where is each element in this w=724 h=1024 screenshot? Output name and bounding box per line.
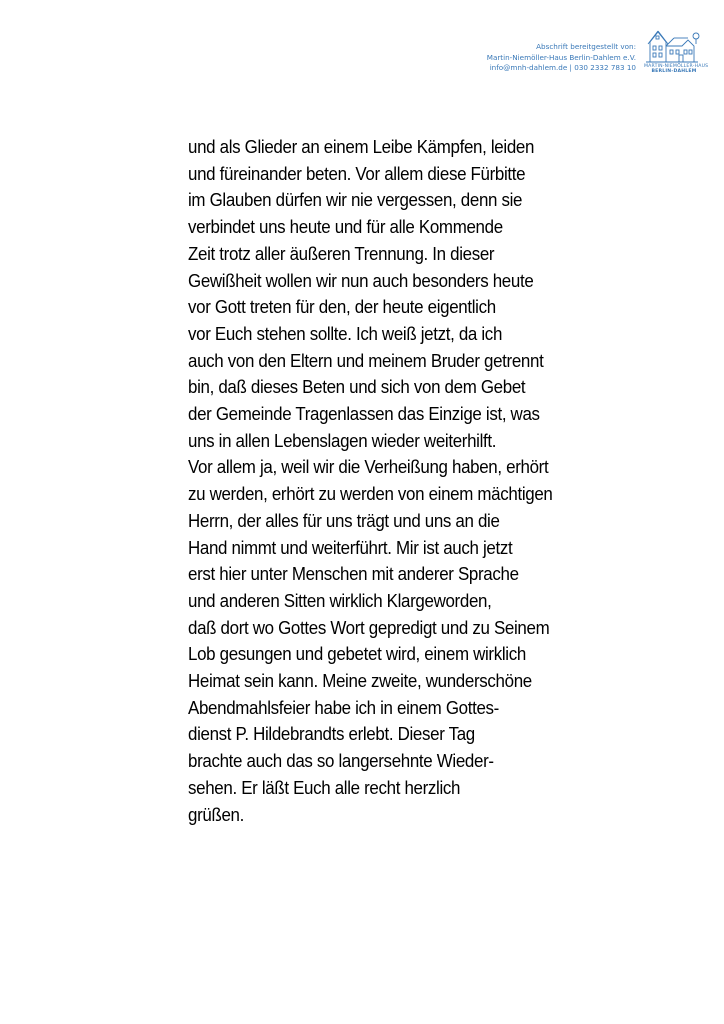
- text-line: grüßen.: [188, 804, 245, 825]
- text-line: Herrn, der alles für uns trägt und uns an die: [188, 510, 500, 531]
- text-line: daß dort wo Gottes Wort gepredigt und zu Seinem: [188, 617, 550, 638]
- text-line: dienst P. Hildebrandts erlebt. Dieser Tag: [188, 724, 475, 745]
- attribution-contact: info@mnh-dahlem.de | 030 2332 783 10: [489, 63, 636, 73]
- text-line: zu werden, erhört zu werden von einem mächtigen: [188, 484, 553, 505]
- martin-niemoeller-haus-logo: [644, 26, 709, 74]
- letter-text: [188, 134, 602, 828]
- house-logo-icon: [644, 26, 700, 64]
- text-line: vor Euch stehen sollte. Ich weiß jetzt, da ich: [188, 323, 503, 344]
- text-line: und füreinander beten. Vor allem diese Fürbitte: [188, 163, 526, 184]
- text-line: uns in allen Lebenslagen wieder weiterhilft.: [188, 430, 497, 451]
- text-line: Gewißheit wollen wir nun auch besonders heute: [188, 270, 534, 291]
- text-line: und anderen Sitten wirklich Klargeworden,: [188, 590, 492, 611]
- text-line: und als Glieder an einem Leibe Kämpfen, leiden: [188, 137, 535, 157]
- text-line: erst hier unter Menschen mit anderer Sprache: [188, 564, 519, 585]
- attribution-line-1: Abschrift bereitgestellt von:: [536, 42, 636, 51]
- text-line: brachte auch das so langersehnte Wieder-: [188, 751, 494, 772]
- text-line: Lob gesungen und gebetet wird, einem wirklich: [188, 644, 526, 665]
- logo-name: MARTIN-NIEMÖLLER-HAUS: [644, 64, 709, 69]
- text-line: Zeit trotz aller äußeren Trennung. In dieser: [188, 243, 495, 264]
- text-line: Vor allem ja, weil wir die Verheißung haben, erhört: [188, 457, 549, 478]
- attribution-line-2: Martin-Niemöller-Haus Berlin-Dahlem e.V.: [486, 52, 636, 62]
- attribution-header: [470, 42, 636, 74]
- text-line: im Glauben dürfen wir nie vergessen, denn sie: [188, 190, 523, 211]
- text-line: vor Gott treten für den, der heute eigentlich: [188, 297, 496, 318]
- text-line: sehen. Er läßt Euch alle recht herzlich: [188, 777, 461, 798]
- text-line: bin, daß dieses Beten und sich von dem Gebet: [188, 377, 526, 398]
- logo-location: BERLIN-DAHLEM: [651, 69, 697, 74]
- text-line: verbindet uns heute und für alle Kommende: [188, 217, 503, 238]
- text-line: Hand nimmt und weiterführt. Mir ist auch jetzt: [188, 537, 513, 558]
- text-line: Heimat sein kann. Meine zweite, wunderschöne: [188, 671, 532, 692]
- text-line: Abendmahlsfeier habe ich in einem Gottes-: [188, 697, 499, 718]
- text-line: auch von den Eltern und meinem Bruder getrennt: [188, 350, 544, 371]
- text-line: der Gemeinde Tragenlassen das Einzige ist, was: [188, 404, 540, 425]
